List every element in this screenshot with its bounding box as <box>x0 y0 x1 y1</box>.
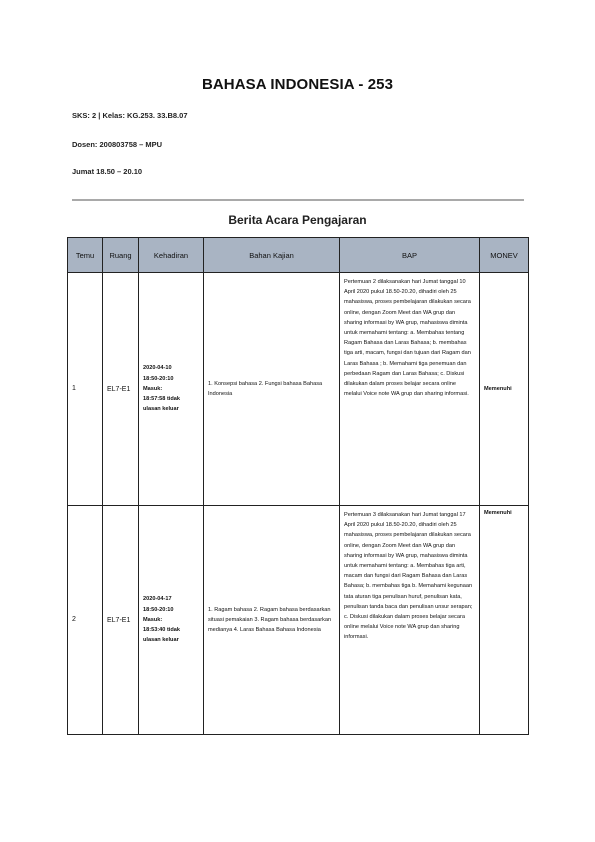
kehadiran-status: 18:57:58 tidak ulasan keluar <box>143 396 181 413</box>
kehadiran-time: 18:50-20:10 <box>143 375 174 382</box>
cell-bahan-kajian: 1. Ragam bahasa 2. Ragam bahasa berdasarkan situasi pemakaian 3. Ragam bahasa berdasarkan medianya 4. Laras Bahasa Bahasa Indonesia <box>204 506 340 735</box>
kehadiran-status: 18:53:40 tidak ulasan keluar <box>143 627 181 644</box>
course-info: SKS: 2 | Kelas: KG.253. 33.B8.07 <box>72 111 188 120</box>
cell-kehadiran <box>139 506 204 735</box>
section-title: Berita Acara Pengajaran <box>228 213 367 227</box>
table-header-row <box>68 238 529 273</box>
cell-bap: Pertemuan 3 dilaksanakan hari Jumat tanggal 17 April 2020 pukul 18.50-20.20, dihadiri oleh 25 mahasiswa, proses pembelajaran dilakukan secara online, dengan Zoom Meet dan WA grup dan sharing informasi by WA grup, mahasiswa diminta untuk memahami tentang: a. Membahas tiga arti, macam dan fungsi dari Ragam Bahasa dan Laras Bahasa; b. membahas tiga b. Memahami kegunaan tata aturan tiga penulisan huruf, penulisan kata, penulisan tanda baca dan penulisan unsur serapan; c. Diskusi dilakukan dalam proses belajar secara online melalui Voice note WA grup dan sharing informasi. <box>340 506 480 735</box>
cell-ruang: EL7-E1 <box>103 506 139 735</box>
lecturer-info: Dosen: 200803758 – MPU <box>72 140 163 149</box>
cell-monev: Memenuhi <box>480 506 529 735</box>
kehadiran-masuk: Masuk: <box>143 616 163 623</box>
cell-bahan-kajian: 1. Konsepsi bahasa 2. Fungsi bahasa Bahasa Indonesia <box>204 273 340 506</box>
kehadiran-time: 18:50-20:10 <box>143 606 174 613</box>
cell-temu: 2 <box>68 506 103 735</box>
cell-monev: Memenuhi <box>480 273 529 506</box>
page-title: BAHASA INDONESIA - 253 <box>201 76 394 93</box>
cell-bap: Pertemuan 2 dilaksanakan hari Jumat tanggal 10 April 2020 pukul 18.50-20.20, dihadiri oleh 25 mahasiswa, proses pembelajaran dilakukan secara online, dengan Zoom Meet dan WA grup dan sharing informasi by WA grup, mahasiswa diminta untuk memahami tentang: a. Membahas tentang Ragam Bahasa dan Laras Bahasa; b. membahas tiga arti, macam, fungsi dan tujuan dari Ragam dan Laras Bahasa ; b. Memahami tiga penemuan dan perbedaan Ragam dan Laras Bahasa; c. Diskusi dilakukan dalam proses belajar secara online melalui Voice note WA grup dan sharing informasi. <box>340 273 480 506</box>
header-kehadiran: Kehadiran <box>139 238 204 273</box>
cell-ruang: EL7-E1 <box>103 273 139 506</box>
cell-kehadiran <box>139 273 204 506</box>
table-row <box>68 273 529 506</box>
header-monev: MONEV <box>480 238 529 273</box>
teaching-report-table <box>67 237 529 735</box>
header-temu: Temu <box>68 238 103 273</box>
kehadiran-masuk: Masuk: <box>143 385 163 392</box>
table-row <box>68 506 529 735</box>
header-bahan-kajian: Bahan Kajian <box>204 238 340 273</box>
kehadiran-date: 2020-04-17 <box>143 596 172 603</box>
kehadiran-date: 2020-04-10 <box>143 365 172 372</box>
cell-temu: 1 <box>68 273 103 506</box>
schedule-info: Jumat 18.50 – 20.10 <box>72 167 143 176</box>
header-ruang: Ruang <box>103 238 139 273</box>
divider <box>72 199 524 201</box>
header-bap: BAP <box>340 238 480 273</box>
